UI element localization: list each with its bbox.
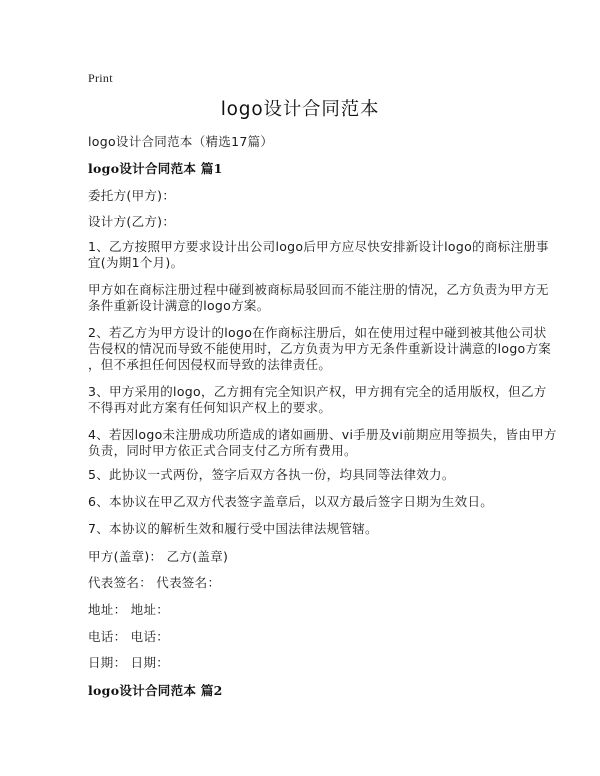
clause-3-line-2: 不得再对此方案有任何知识产权上的要求。	[88, 400, 332, 415]
print-link[interactable]: Print	[88, 71, 113, 85]
client-party-label: 委托方(甲方)：	[88, 188, 176, 203]
clause-1b-line-2: 条件重新设计满意的logo方案。	[88, 298, 270, 313]
signature-seal-line: 甲方(盖章)： 乙方(盖章)	[88, 549, 229, 564]
section-heading-1: logo设计合同范本 篇1	[88, 161, 223, 176]
clause-1-line-1: 1、乙方按照甲方要求设计出公司logo后甲方应尽快安排新设计logo的商标注册事	[88, 239, 549, 254]
clause-2-line-1: 2、若乙方为甲方设计的logo在作商标注册后，如在使用过程中碰到被其他公司状	[88, 325, 547, 340]
signature-phone-line: 电话： 电话：	[88, 629, 170, 644]
clause-1-line-2: 宜(为期1个月)。	[88, 255, 184, 270]
designer-party-label: 设计方(乙方)：	[88, 214, 176, 229]
signature-representative-line: 代表签名： 代表签名：	[88, 575, 221, 590]
clause-4-line-1: 4、若因logo未注册成功所造成的诸如画册、vi手册及vi前期应用等损失，皆由甲方	[88, 427, 557, 442]
clause-6: 6、本协议在甲乙双方代表签字盖章后，以双方最后签字日期为生效日。	[88, 494, 494, 509]
clause-3-line-1: 3、甲方采用的logo，乙方拥有完全知识产权，甲方拥有完全的适用版权，但乙方	[88, 384, 547, 399]
signature-date-line: 日期： 日期：	[88, 655, 170, 670]
document-title: logo设计合同范本	[220, 99, 380, 120]
signature-address-line: 地址： 地址：	[88, 602, 170, 617]
clause-2-line-3: ，但不承担任何因侵权而导致的法律责任。	[88, 357, 332, 372]
clause-7: 7、本协议的解析生效和履行受中国法律法规管辖。	[88, 521, 378, 536]
section-heading-2: logo设计合同范本 篇2	[88, 683, 223, 698]
clause-5: 5、此协议一式两份，签字后双方各执一份，均具同等法律效力。	[88, 467, 455, 482]
document-subtitle: logo设计合同范本（精选17篇）	[88, 134, 274, 149]
clause-4-line-2: 负责，同时甲方依正式合同支付乙方所有费用。	[88, 443, 357, 458]
clause-1b-line-1: 甲方如在商标注册过程中碰到被商标局驳回而不能注册的情况，乙方负责为甲方无	[88, 282, 549, 297]
clause-2-line-2: 告侵权的情况而导致不能使用时，乙方负责为甲方无条件重新设计满意的logo方案	[88, 341, 552, 356]
